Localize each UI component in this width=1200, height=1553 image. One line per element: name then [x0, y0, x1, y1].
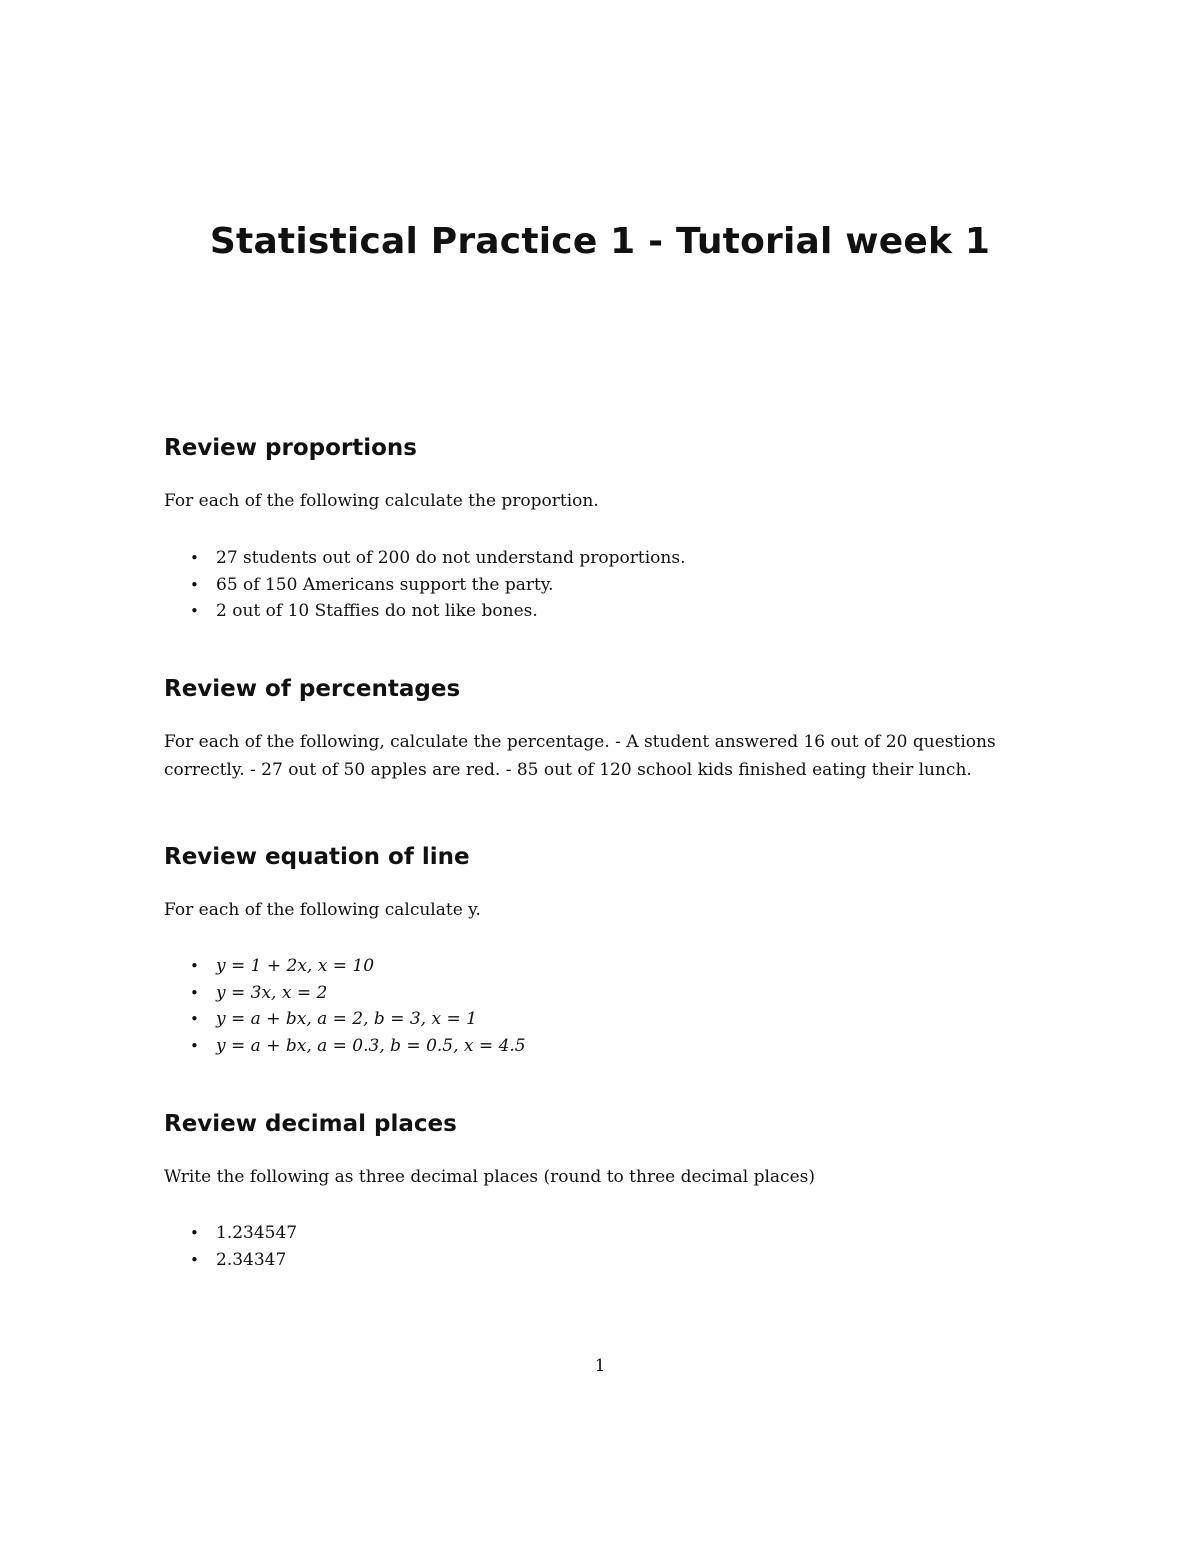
list-item: • 1.234547 [164, 1220, 1064, 1247]
bullet-icon: • [190, 549, 199, 567]
page-number: 1 [594, 1356, 606, 1376]
list-item: • 2 out of 10 Staffies do not like bones. [164, 598, 1064, 625]
list-item: • y = a + bx, a = 0.3, b = 0.5, x = 4.5 [164, 1033, 1064, 1060]
bullet-icon: • [190, 575, 199, 594]
bullet-icon: • [190, 1036, 199, 1055]
section-review-equation-of-line [164, 841, 1064, 1056]
decimal-list [164, 1220, 1064, 1273]
bullet-icon: • [190, 1250, 199, 1269]
bullet-icon: • [190, 957, 199, 975]
section-heading-percentages: Review of percentages [164, 676, 461, 702]
section-review-percentages [164, 673, 1064, 780]
proportions-list [164, 545, 1064, 625]
section-heading-decimal: Review decimal places [164, 1111, 457, 1137]
section-intro-equation: For each of the following calculate y. [164, 900, 481, 920]
section-review-proportions [164, 432, 1064, 621]
list-item: • 27 students out of 200 do not understand proportions. [164, 545, 1064, 572]
section-heading-proportions: Review proportions [164, 435, 417, 461]
list-item: • y = a + bx, a = 2, b = 3, x = 1 [164, 1006, 1064, 1033]
section-intro-percentages: For each of the following, calculate the percentage. - A student answered 16 out of 20 questions correctly. - 27 out of 50 apples are red. - 85 out of 120 school kids finished eating their lunch. [164, 732, 996, 780]
section-intro-proportions: For each of the following calculate the proportion. [164, 491, 599, 511]
equation-list [164, 953, 1064, 1059]
list-item: • 65 of 150 Americans support the party. [164, 572, 1064, 599]
section-intro-decimal: Write the following as three decimal places (round to three decimal places) [164, 1167, 815, 1187]
page-title: Statistical Practice 1 - Tutorial week 1 [209, 221, 991, 262]
bullet-icon: • [190, 1010, 199, 1028]
bullet-icon: • [190, 1224, 199, 1242]
list-item: • y = 3x, x = 2 [164, 980, 1064, 1007]
section-review-decimal-places [164, 1108, 1064, 1270]
list-item: • y = 1 + 2x, x = 10 [164, 953, 1064, 980]
bullet-icon: • [190, 983, 199, 1002]
list-item: • 2.34347 [164, 1247, 1064, 1274]
section-heading-equation: Review equation of line [164, 844, 470, 870]
bullet-icon: • [190, 602, 199, 620]
